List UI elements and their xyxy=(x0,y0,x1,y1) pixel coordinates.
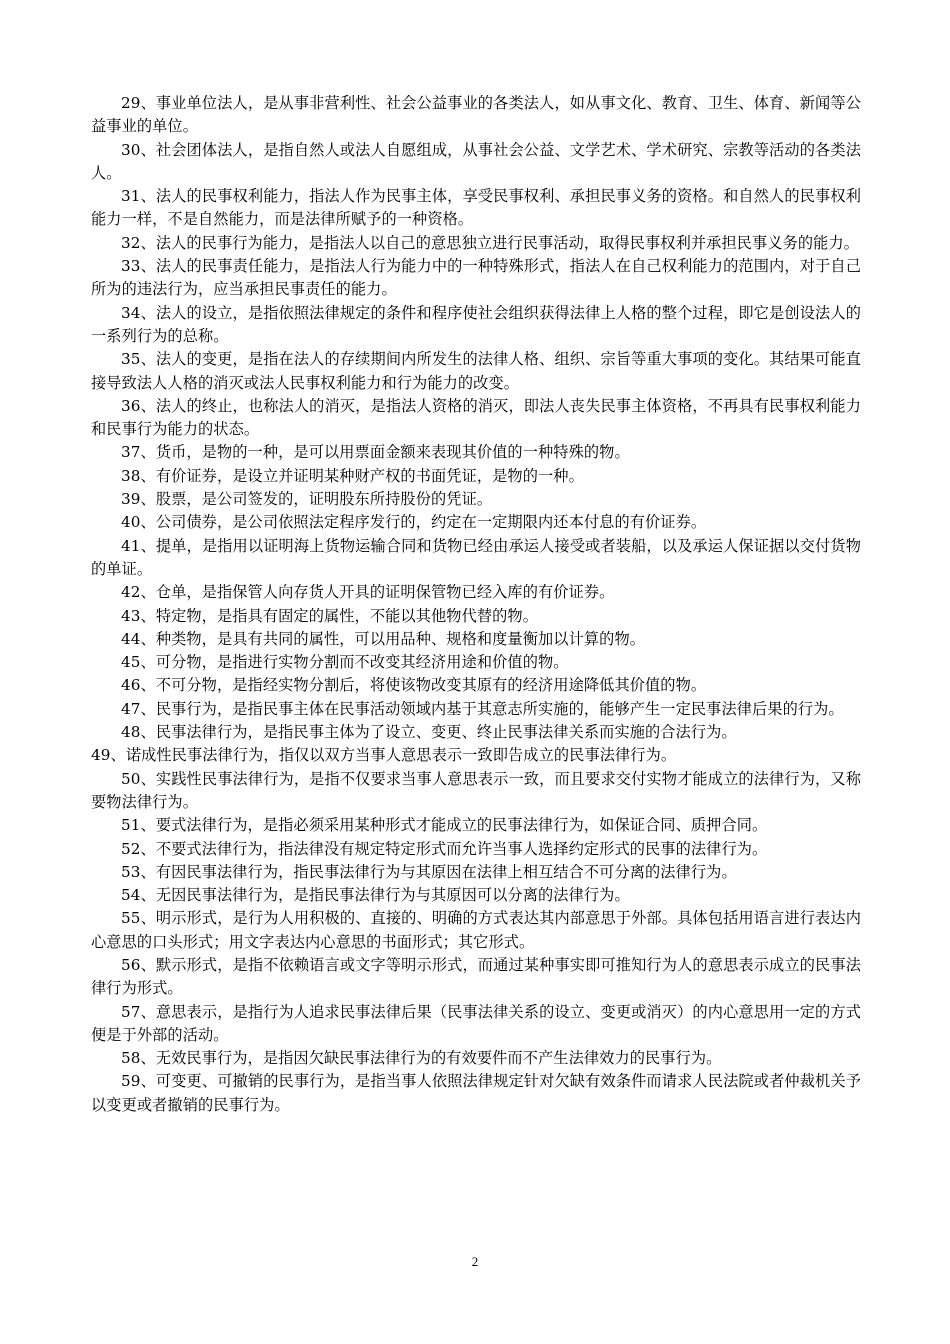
document-body xyxy=(91,92,861,1117)
paragraph-47: 47、民事行为，是指民事主体在民事活动领域内基于其意志所实施的，能够产生一定民事法律后果的行为。 xyxy=(121,699,844,718)
paragraph-54: 54、无因民事法律行为，是指民事法律行为与其原因可以分离的法律行为。 xyxy=(121,886,630,905)
paragraph-32: 32、法人的民事行为能力，是指法人以自己的意思独立进行民事活动，取得民事权利并承担民事义务的能力。 xyxy=(121,233,860,252)
paragraph-42: 42、仓单，是指保管人向存货人开具的证明保管物已经入库的有价证券。 xyxy=(121,583,615,602)
paragraph-58: 58、无效民事行为，是指因欠缺民事法律行为的有效要件而不产生法律效力的民事行为。 xyxy=(121,1049,722,1068)
paragraph-57: 57、意思表示，是指行为人追求民事法律后果（民事法律关系的设立、变更或消灭）的内心意思用一定的方式便是于外部的活动。 xyxy=(91,1002,861,1044)
paragraph-30: 30、社会团体法人，是指自然人或法人自愿组成，从事社会公益、文学艺术、学术研究、宗教等活动的各类法人。 xyxy=(91,140,861,182)
paragraph-48: 48、民事法律行为，是指民事主体为了设立、变更、终止民事法律关系而实施的合法行为。 xyxy=(121,723,737,742)
paragraph-38: 38、有价证券，是设立并证明某种财产权的书面凭证，是物的一种。 xyxy=(121,466,584,485)
paragraph-49: 49、诺成性民事法律行为，指仅以双方当事人意思表示一致即告成立的民事法律行为。 xyxy=(91,746,677,765)
paragraph-31: 31、法人的民事权利能力，指法人作为民事主体，享受民事权利、承担民事义务的资格。和自然人的民事权利能力一样，不是自然能力，而是法律所赋予的一种资格。 xyxy=(91,187,861,229)
paragraph-41: 41、提单，是指用以证明海上货物运输合同和货物已经由承运人接受或者装船，以及承运人保证据以交付货物的单证。 xyxy=(91,536,861,578)
paragraph-53: 53、有因民事法律行为，指民事法律行为与其原因在法律上相互结合不可分离的法律行为。 xyxy=(121,862,737,881)
paragraph-55: 55、明示形式，是行为人用积极的、直接的、明确的方式表达其内部意思于外部。具体包括用语言进行表达内心意思的口头形式；用文字表达内心意思的书面形式；其它形式。 xyxy=(91,909,861,951)
paragraph-50: 50、实践性民事法律行为，是指不仅要求当事人意思表示一致，而且要求交付实物才能成立的法律行为，又称要物法律行为。 xyxy=(91,769,861,811)
paragraph-43: 43、特定物，是指具有固定的属性，不能以其他物代替的物。 xyxy=(121,606,539,625)
paragraph-33: 33、法人的民事责任能力，是指法人行为能力中的一种特殊形式，指法人在自己权利能力的范围内，对于自己所为的违法行为，应当承担民事责任的能力。 xyxy=(91,257,861,299)
paragraph-56: 56、默示形式，是指不依赖语言或文字等明示形式，而通过某种事实即可推知行为人的意思表示成立的民事法律行为形式。 xyxy=(91,955,861,998)
paragraph-37: 37、货币，是物的一种，是可以用票面金额来表现其价值的一种特殊的物。 xyxy=(121,443,630,462)
page-number: 2 xyxy=(471,1254,479,1269)
paragraph-52: 52、不要式法律行为，指法律没有规定特定形式而允许当事人选择约定形式的民事的法律行为。 xyxy=(121,839,768,858)
paragraph-51: 51、要式法律行为，是指必须采用某种形式才能成立的民事法律行为，如保证合同、质押合同。 xyxy=(121,816,768,835)
paragraph-44: 44、种类物，是具有共同的属性，可以用品种、规格和度量衡加以计算的物。 xyxy=(121,629,646,648)
paragraph-39: 39、股票，是公司签发的，证明股东所持股份的凭证。 xyxy=(121,490,493,509)
paragraph-34: 34、法人的设立，是指依照法律规定的条件和程序使社会组织获得法律上人格的整个过程，即它是创设法人的一系列行为的总称。 xyxy=(91,303,861,345)
paragraph-40: 40、公司债券，是公司依照法定程序发行的，约定在一定期限内还本付息的有价证券。 xyxy=(121,513,707,532)
paragraph-29: 29、事业单位法人，是从事非营利性、社会公益事业的各类法人，如从事文化、教育、卫生、体育、新闻等公益事业的单位。 xyxy=(91,94,861,136)
paragraph-45: 45、可分物，是指进行实物分割而不改变其经济用途和价值的物。 xyxy=(121,653,569,672)
paragraph-59: 59、可变更、可撤销的民事行为，是指当事人依照法律规定针对欠缺有效条件而请求人民法院或者仲裁机关予以变更或者撤销的民事行为。 xyxy=(91,1072,861,1114)
paragraph-46: 46、不可分物，是指经实物分割后，将使该物改变其原有的经济用途降低其价值的物。 xyxy=(121,676,707,695)
paragraph-35: 35、法人的变更，是指在法人的存续期间内所发生的法律人格、组织、宗旨等重大事项的变化。其结果可能直接导致法人人格的消灭或法人民事权利能力和行为能力的改变。 xyxy=(91,350,861,392)
paragraph-36: 36、法人的终止，也称法人的消灭，是指法人资格的消灭，即法人丧失民事主体资格，不再具有民事权利能力和民事行为能力的状态。 xyxy=(91,396,861,439)
